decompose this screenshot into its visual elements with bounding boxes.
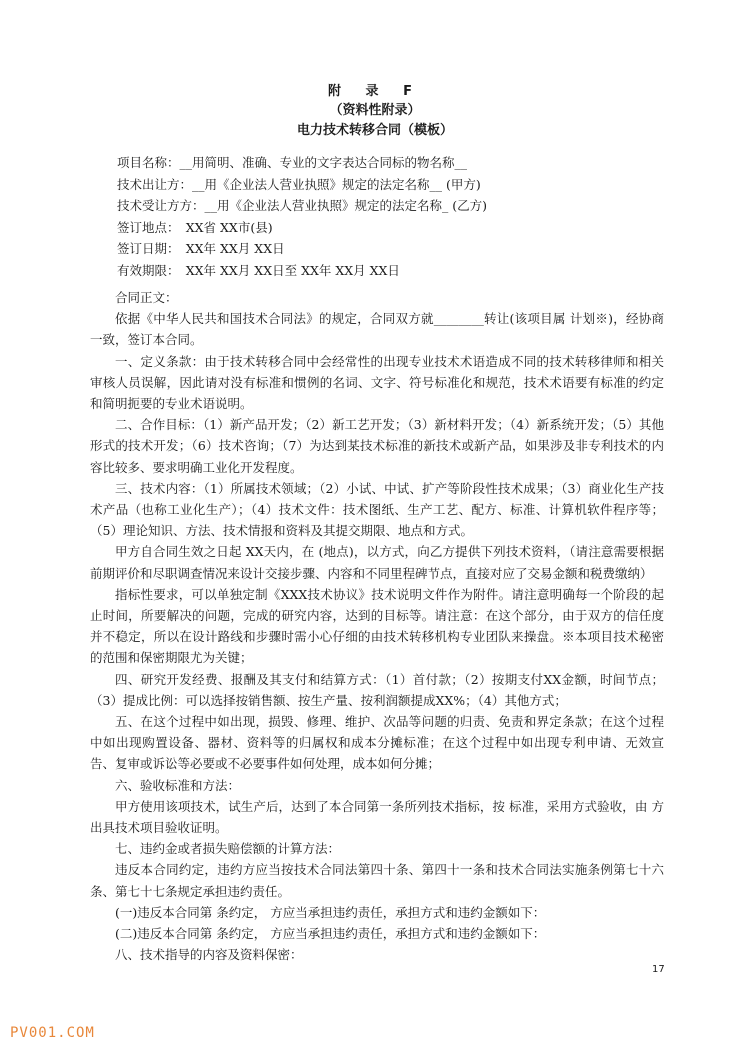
body-paragraph: 一、定义条款：由于技术转移合同中会经常性的出现专业技术术语造成不同的技术转移律师和相关审核人员误解，因此请对没有标准和惯例的名词、文字、符号标准化和规范，技术术语要有标准的约定和简明扼要的专业术语说明。 (90, 353, 664, 412)
meta-transferor: 技术出让方：__用《企业法人营业执照》规定的法定名称__ (甲方) (117, 176, 481, 192)
body-paragraph: 甲方自合同生效之日起 XX天内，在 (地点)，以方式，向乙方提供下列技术资料，（请注意需要根据前期评价和尽职调查情况来设计交接步骤、内容和不同里程碑节点，直接对应了交易金额和税费缴纳） (90, 544, 664, 581)
body-paragraph: 甲方使用该项技术，试生产后，达到了本合同第一条所列技术指标，按 标准，采用方式验收，由 方出具技术项目验收证明。 (90, 798, 664, 836)
meta-sign-date: 签订日期： XX年 XX月 XX日 (117, 241, 285, 256)
contract-body (90, 287, 664, 966)
body-paragraph: (一)违反本合同第 条约定， 方应当承担违约责任，承担方式和违约金额如下： (115, 904, 546, 920)
body-paragraph: (二)违反本合同第 条约定， 方应当承担违约责任，承担方式和违约金额如下： (115, 926, 546, 942)
page-number: 17 (652, 964, 665, 975)
meta-validity: 有效期限： XX年 XX月 XX日至 XX年 XX月 XX日 (117, 262, 400, 278)
body-paragraph: 指标性要求，可以单独定制《XXX技术协议》技术说明文件作为附件。请注意明确每一个阶段的起止时间，所要解决的问题，完成的研究内容，达到的目标等。请注意：在这个部分，由于双方的信任度并不稳定，所以在设计路线和步骤时需小心仔细的由技术转移机构专业团队来操盘。※本项目技术秘密的范围和保密期限尤为关键； (90, 586, 664, 666)
meta-sign-place: 签订地点： XX省 XX市(县) (117, 219, 273, 235)
body-paragraph: 三、技术内容：（1）所属技术领域；（2）小试、中试、扩产等阶段性技术成果；（3）商业化生产技术产品（也称工业化生产）；（4）技术文件：技术图纸、生产工艺、配方、标准、计算机软件程序等；（5）理论知识、方法、技术情报和资料及其提交期限、地点和方式。 (90, 480, 664, 539)
meta-transferee: 技术受让方方：__用《企业法人营业执照》规定的法定名称_ (乙方) (117, 198, 487, 213)
body-paragraph: 七、违约金或者损失赔偿额的计算方法： (115, 841, 341, 857)
body-paragraph: 六、验收标准和方法： (115, 777, 241, 793)
watermark: PV001.COM (10, 1025, 95, 1041)
body-paragraph: 二、合作目标：（1）新产品开发；（2）新工艺开发；（3）新材料开发；（4）新系统开发；（5）其他形式的技术开发；（6）技术咨询；（7）为达到某技术标准的新技术或新产品，如果涉及非专利技术的内容比较多、要求明确工业化开发程度。 (90, 417, 664, 475)
body-paragraph: 五、在这个过程中如出现，损毁、修理、维护、次品等问题的归责、免责和界定条款；在这个过程中如出现购置设备、器材、资料等的归属权和成本分摊标准；在这个过程中如出现专利申请、无效宣告、复审或诉讼等必要或不必要事件如何处理，成本如何分摊； (90, 714, 664, 772)
body-paragraph: 违反本合同约定，违约方应当按技术合同法第四十条、第四十一条和技术合同法实施条例第七十六条、第七十七条规定承担违约责任。 (90, 862, 664, 899)
contract-meta (117, 152, 487, 281)
appendix-heading: 附 录 F (328, 84, 422, 99)
body-paragraph: 八、技术指导的内容及资料保密： (115, 947, 303, 963)
contract-title: 电力技术转移合同（模板） (296, 123, 453, 138)
body-paragraph: 依据《中华人民共和国技术合同法》的规定，合同双方就________转让(该项目属 计划※)，经协商一致，签订本合同。 (90, 311, 664, 348)
meta-project-name: 项目名称：__用简明、准确、专业的文字表达合同标的物名称__ (117, 155, 468, 170)
body-paragraph: 四、研究开发经费、报酬及其支付和结算方式：（1）首付款；（2）按期支付XX金额，时间节点；（3）提成比例：可以选择按销售额、按生产量、按利润额提成XX%；（4）其他方式； (90, 671, 664, 708)
appendix-subtitle: （资料性附录） (329, 103, 421, 118)
body-paragraph: 合同正文： (115, 290, 178, 305)
